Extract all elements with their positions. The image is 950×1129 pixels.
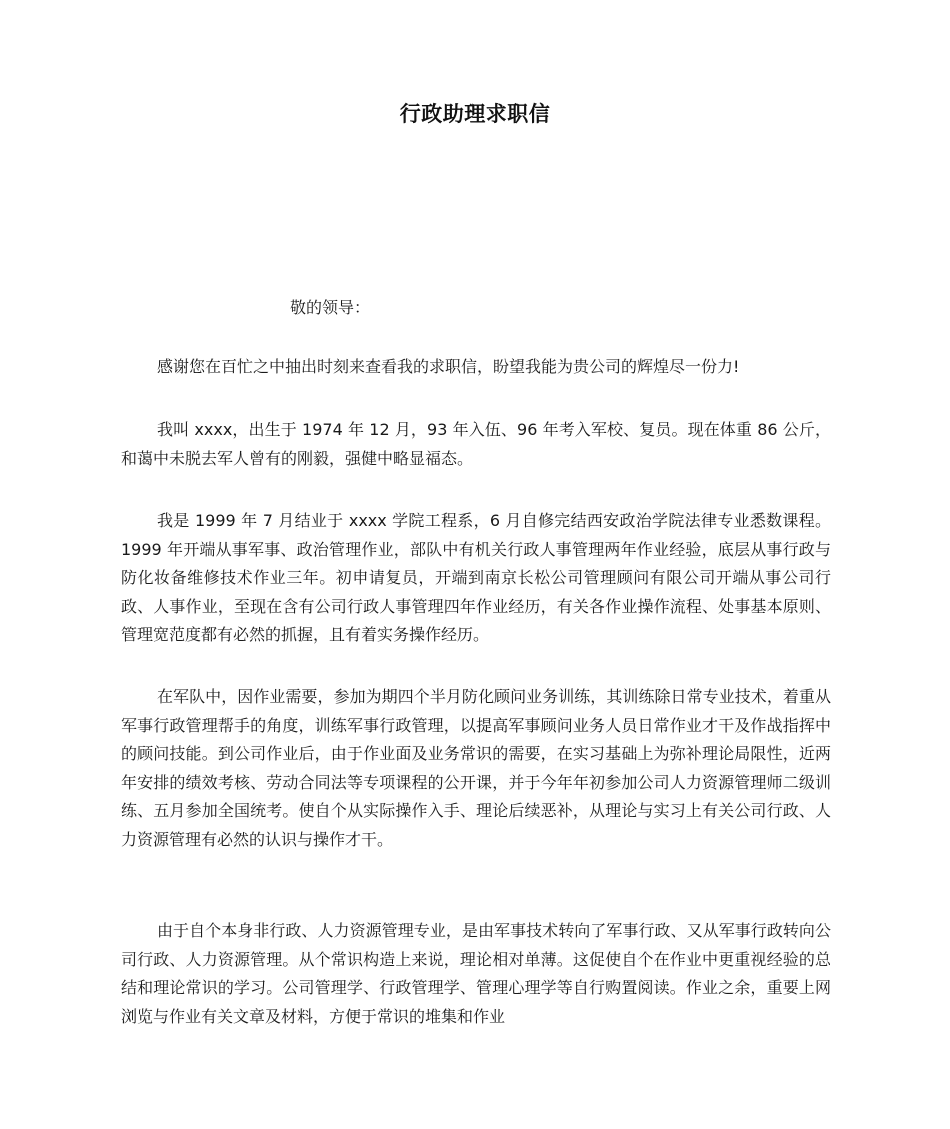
- paragraph-thanks: 感谢您在百忙之中抽出时刻来查看我的求职信，盼望我能为贵公司的辉煌尽一份力!: [157, 357, 740, 376]
- paragraph-training: 在军队中，因作业需要，参加为期四个半月防化顾问业务训练，其训练除日常专业技术，着重从军事行政管理帮手的角度，训练军事行政管理，以提高军事顾问业务人员日常作业才干及作战指挥中的顾问技能。到公司作业后，由于作业面及业务常识的需要，在实习基础上为弥补理论局限性，近两年安排的绩效考核、劳动合同法等专项课程的公开课，并于今年年初参加公司人力资源管理师二级训练、五月参加全国统考。使自个从实际操作入手、理论后续恶补，从理论与实习上有关公司行政、人力资源管理有必然的认识与操作才干。: [121, 687, 831, 849]
- salutation: 敬的领导：: [290, 298, 371, 317]
- paragraph-learning: 由于自个本身非行政、人力资源管理专业，是由军事技术转向了军事行政、又从军事行政转向公司行政、人力资源管理。从个常识构造上来说，理论相对单薄。这促使自个在作业中更重视经验的总结和理论常识的学习。公司管理学、行政管理学、管理心理学等自行购置阅读。作业之余，重要上网浏览与作业有关文章及材料，方便于常识的堆集和作业: [121, 921, 831, 1026]
- paragraph-intro: 我叫 xxxx，出生于 1974 年 12 月，93 年入伍、96 年考入军校、复员。现在体重 86 公斤，和蔼中未脱去军人曾有的刚毅，强健中略显福态。: [121, 420, 831, 468]
- document-title: 行政助理求职信: [399, 102, 551, 126]
- paragraph-experience: 我是 1999 年 7 月结业于 xxxx 学院工程系，6 月自修完结西安政治学院法律专业悉数课程。1999 年开端从事军事、政治管理作业，部队中有机关行政人事管理两年作业经验，底层从事行政与防化妆备维修技术作业三年。初申请复员，开端到南京长松公司管理顾问有限公司开端从事公司行政、人事作业，至现在含有公司行政人事管理四年作业经历，有关各作业操作流程、处事基本原则、管理宽范度都有必然的抓握，且有着实务操作经历。: [121, 511, 831, 644]
